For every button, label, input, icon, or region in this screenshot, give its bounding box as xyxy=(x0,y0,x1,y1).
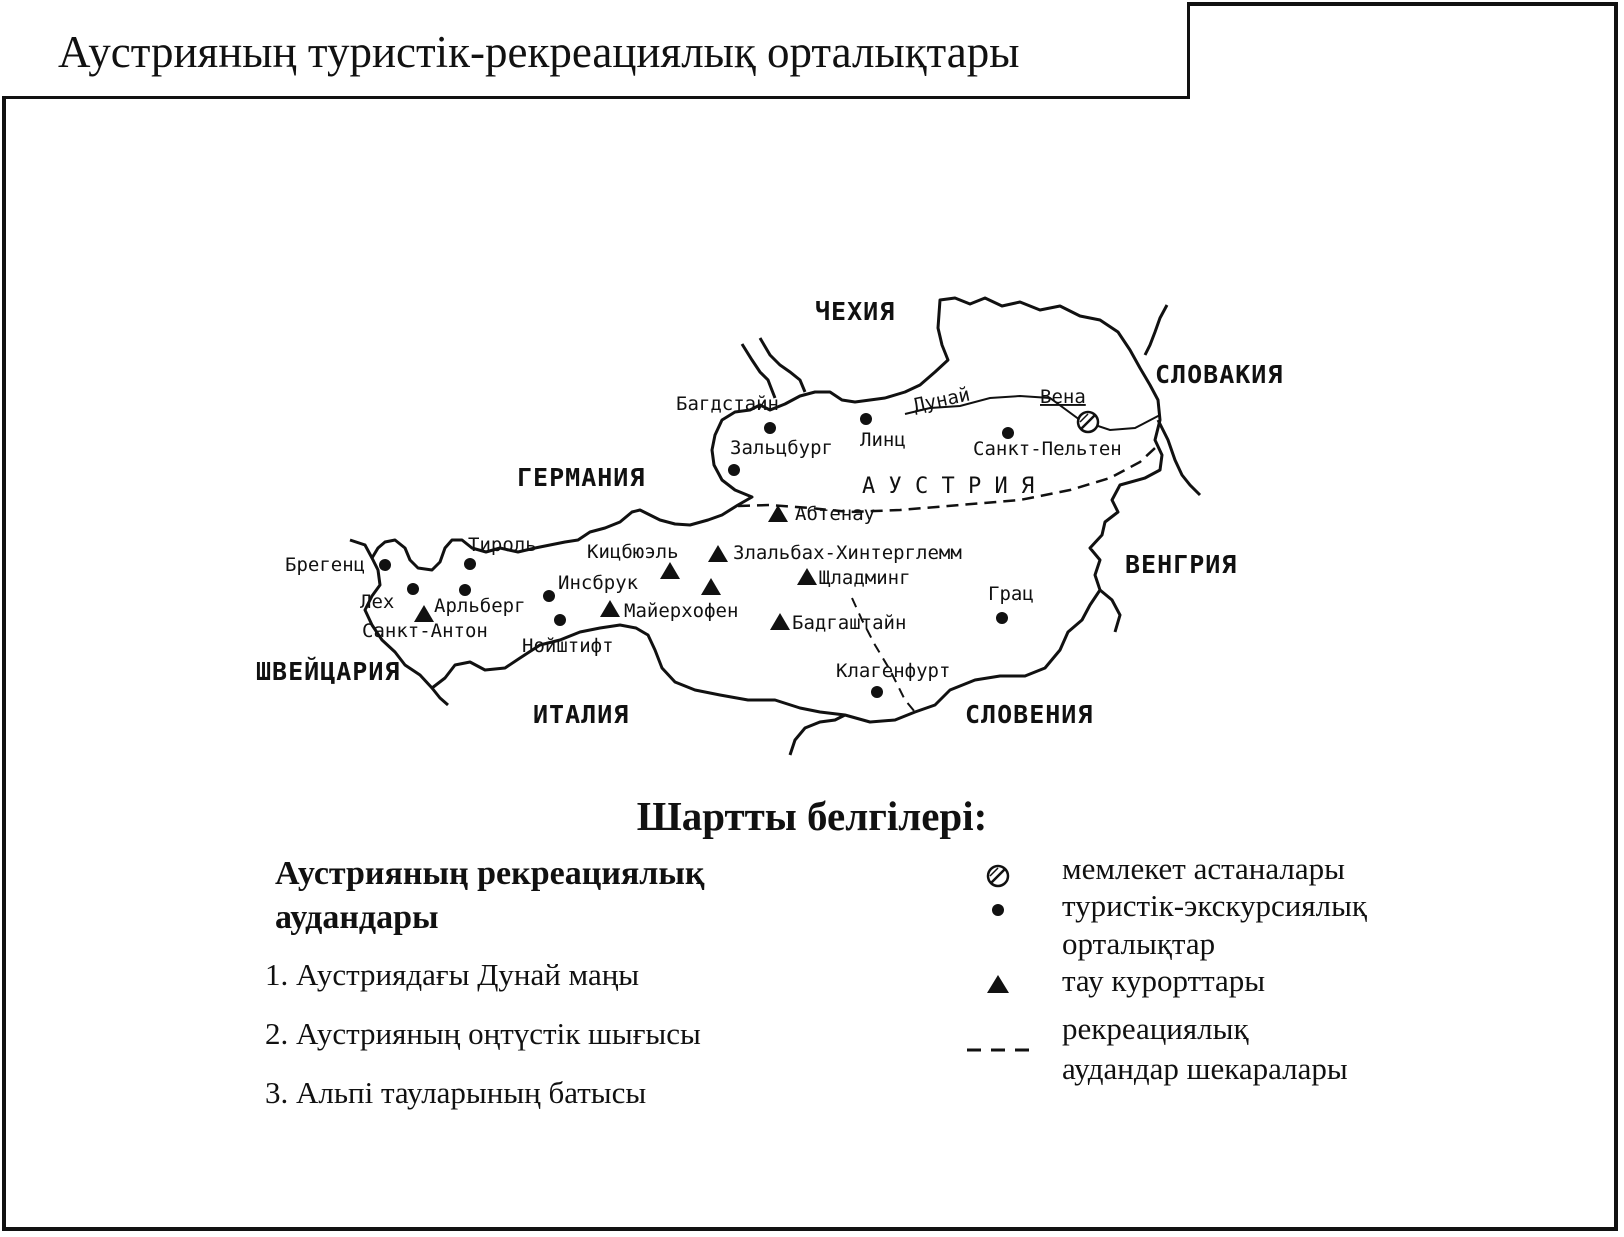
legend-dash-icon xyxy=(965,1040,1035,1060)
dot-graz xyxy=(996,612,1008,624)
city-badgastein: Бадгаштайн xyxy=(792,612,907,634)
dot-bregenz xyxy=(379,559,391,571)
dot-linz xyxy=(860,413,872,425)
border-slovakia-hungary xyxy=(1158,420,1200,495)
country-hungary: ВЕНГРИЯ xyxy=(1125,550,1238,579)
border-hungary-slovenia xyxy=(1100,590,1120,632)
region-item-3: 3. Альпі тауларының батысы xyxy=(265,1075,647,1110)
city-abtenau: Абтенау xyxy=(795,503,876,525)
tri-schladming xyxy=(797,568,817,585)
city-kitzbuhel: Кицбюэль xyxy=(587,541,679,563)
tri-badgastein xyxy=(770,613,790,630)
regions-title: Аустрияның рекреациялық аудандары xyxy=(275,855,705,937)
dot-salzburg xyxy=(728,464,740,476)
country-slovakia: СЛОВАКИЯ xyxy=(1155,360,1284,389)
city-neustift: Нойштифт xyxy=(522,635,614,657)
border-slovakia xyxy=(1145,305,1167,355)
country-switzerland: ШВЕЙЦАРИЯ xyxy=(256,657,401,686)
legend-heading: Шартты белгілері: xyxy=(636,793,988,839)
city-graz: Грац xyxy=(988,583,1034,605)
country-czechia: ЧЕХИЯ xyxy=(815,297,896,326)
city-saalbach: Злальбах-Хинтерглемм xyxy=(733,542,962,564)
country-germany: ГЕРМАНИЯ xyxy=(517,463,646,492)
city-klagenfurt: Клагенфурт xyxy=(836,660,951,682)
dot-neustift xyxy=(554,614,566,626)
city-bregenz: Брегенц xyxy=(285,554,366,576)
capital-icon xyxy=(1078,412,1098,432)
city-mayrhofen: Майерхофен xyxy=(624,600,739,622)
tri-zell xyxy=(701,578,721,595)
region-item-2: 2. Аустрияның оңтүстік шығысы xyxy=(265,1016,701,1051)
legend-capital-icon xyxy=(980,858,1020,898)
border-slovenia xyxy=(790,715,845,755)
legend-dot-icon xyxy=(980,895,1020,925)
border-czech-germany xyxy=(760,338,805,392)
tri-abtenau xyxy=(768,505,788,522)
city-schladming: Щладминг xyxy=(819,567,911,589)
city-st-polten: Санкт-Пельтен xyxy=(973,438,1122,460)
city-st-anton: Санкт-Антон xyxy=(362,620,488,642)
legend-tourist-text-1: туристік-экскурсиялық xyxy=(1062,888,1367,923)
austria-border xyxy=(365,298,1162,722)
tri-mayrhofen xyxy=(600,600,620,617)
capital-label: Вена xyxy=(1040,386,1086,408)
dot-innsbruck xyxy=(543,590,555,602)
legend-tourist-text-2: орталықтар xyxy=(1062,926,1216,961)
map-title: Аустрияның туристік-рекреациялық орталықтары xyxy=(58,27,1020,77)
region-item-1: 1. Аустриядағы Дунай маңы xyxy=(265,957,640,992)
legend-triangle-icon xyxy=(980,970,1020,1000)
tri-saalbach xyxy=(708,545,728,562)
country-slovenia: СЛОВЕНИЯ xyxy=(965,700,1094,729)
city-tirol: Тироль xyxy=(468,534,537,556)
dot-badgastain-n xyxy=(764,422,776,434)
city-innsbruck: Инсбрук xyxy=(558,572,639,594)
river-label: Дунай xyxy=(911,383,972,417)
legend-border-text-2: аудандар шекаралары xyxy=(1062,1051,1348,1086)
legend-capital-text: мемлекет астаналары xyxy=(1062,851,1345,886)
dot-tirol xyxy=(464,558,476,570)
city-arlberg: Арльберг xyxy=(434,595,526,617)
dot-klagenfurt xyxy=(871,686,883,698)
country-italy: ИТАЛИЯ xyxy=(533,700,630,729)
border-germany-bavaria xyxy=(742,344,775,398)
city-salzburg: Зальцбург xyxy=(730,437,833,459)
country-austria: А У С Т Р И Я xyxy=(862,474,1035,499)
city-badgastain-n: Багдстайн xyxy=(676,393,779,415)
border-italy-swiss xyxy=(432,688,448,705)
legend-border-text-1: рекреациялық xyxy=(1062,1011,1249,1046)
city-lech: Лех xyxy=(360,591,395,613)
legend-mountain-text: тау курорттары xyxy=(1062,963,1266,998)
dot-lech xyxy=(407,583,419,595)
city-linz: Линц xyxy=(860,429,906,451)
tri-kitzbuhel xyxy=(660,562,680,579)
